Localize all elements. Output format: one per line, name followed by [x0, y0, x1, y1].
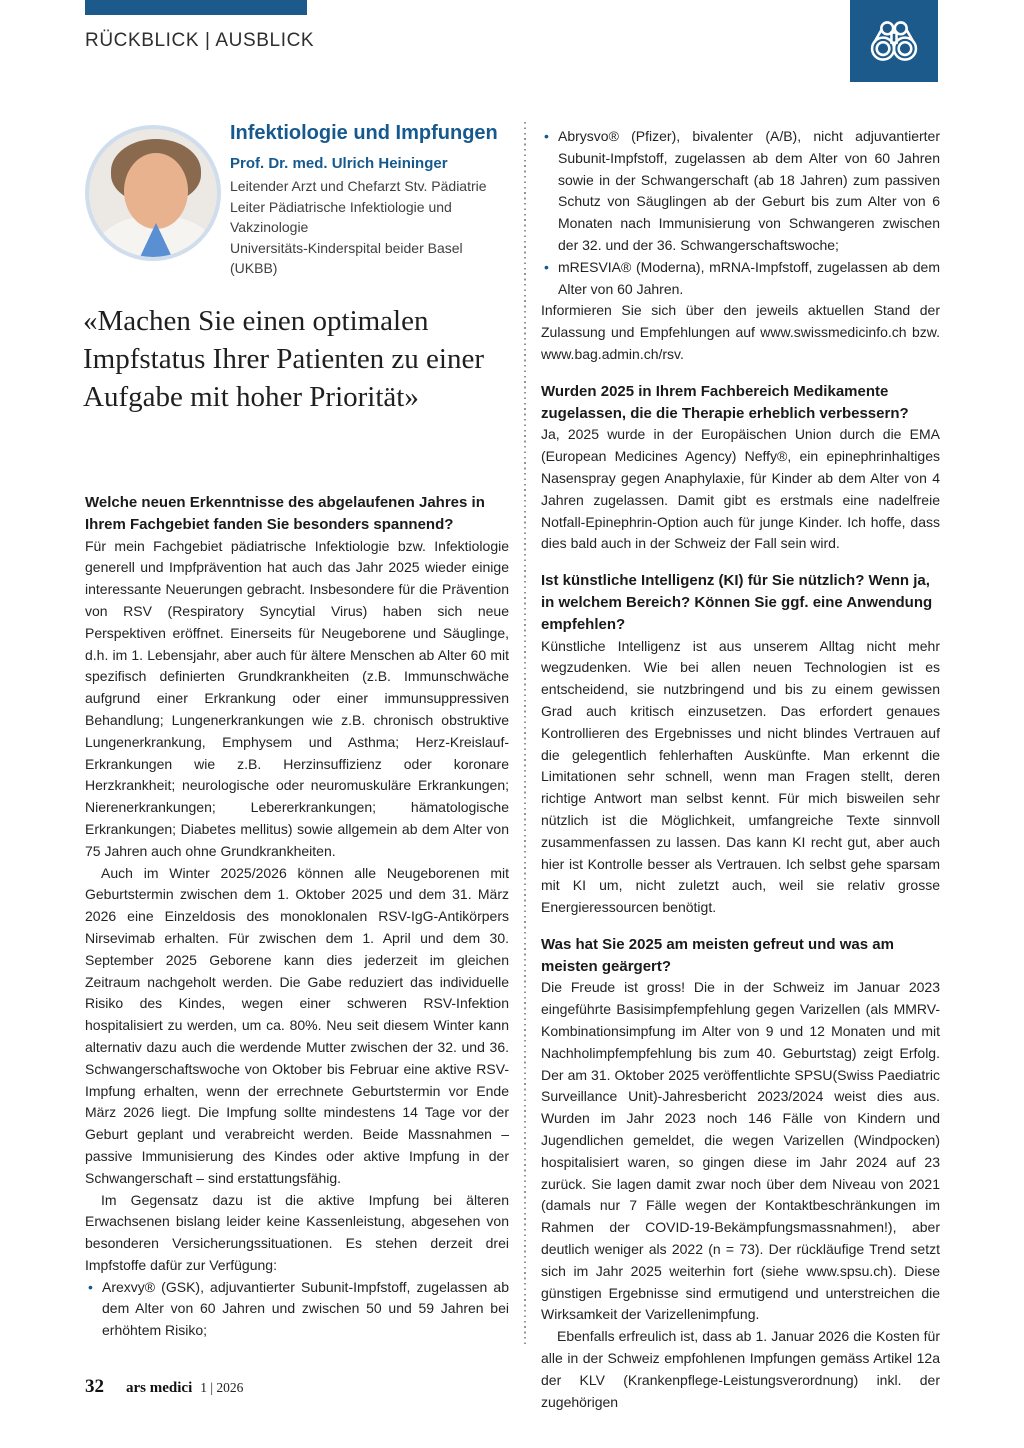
interview-question-1: Welche neuen Erkenntnisse des abgelaufenen Jahres in Ihrem Fachgebiet fanden Sie besonders spannend? — [85, 494, 485, 533]
article-section-title: Infektiologie und Impfungen — [230, 122, 498, 144]
author-name: Prof. Dr. med. Ulrich Heininger — [230, 155, 448, 172]
author-role-2: Leiter Pädiatrische Infektiologie und Vakzinologie — [230, 198, 452, 235]
right-column — [541, 126, 940, 1413]
header-accent-bar — [85, 0, 307, 15]
interview-answer: Die Freude ist gross! Die in der Schweiz im Januar 2023 eingeführte Basisimpfempfehlung gegen Varizellen (als MMRV-Kombinationsimpfung im Alter von 9 und 12 Monaten und mit Nachholimpfempfehlung bis zum 40. Geburtstag) zeigt Erfolg. Der am 31. Oktober 2025 veröffentlichte SPSU(Swiss Paediatric Surveillance Unit)-Jahresbericht 2023/2024 weist dies aus. Wurden im Jahr 2023 noch 146 Fälle von Kindern und Jugendlichen gemeldet, die wegen Varizellen (Windpocken) hospitalisiert waren, so gingen diese im Jahr 2024 auf 23 zurück. Sie lagen damit zwar noch über dem Niveau von 2021 (damals nur 7 Fälle wegen der Kontaktbeschränkungen im Rahmen der COVID-19-Bekämpfungsmassnahmen!), aber deutlich weniger als 2022 (n = 73). Der rückläufige Trend setzt sich im Jahr 2025 weiterhin fort (siehe www.spsu.ch). Diese günstigen Ergebnisse sind ermutigend und unterstreichen die Wirksamkeit der Varizellenimpfung. — [541, 979, 940, 1323]
author-block — [85, 122, 509, 279]
journal-name: ars medici — [126, 1380, 193, 1396]
interview-answer: Ja, 2025 wurde in der Europäischen Union durch die EMA (European Medicines Agency) Neffy®, ein epinephrinhaltiges Nasenspray gegen Anaphylaxie, für Kinder ab dem Alter von 4 Jahren zugelassen. Damit gibt es erstmals eine nadelfreie Notfall-Epinephrin-Option auch für junge Kinder. Ich hoffe, dass dies bald auch in der Schweiz der Fall sein wird. — [541, 426, 940, 552]
binoculars-icon — [850, 0, 938, 82]
interview-answer: Auch im Winter 2025/2026 können alle Neugeborenen mit Geburtstermin zwischen dem 1. Oktober 2025 und dem 31. März 2026 eine Einzeldosis des monoklonalen RSV-IgG-Antikörpers Nirsevimab erhalten. Für zwischen dem 1. April und dem 30. September 2025 Geborene kann dies jederzeit im gleichen Zeitraum nachgeholt werden. Die Gabe reduziert das individuelle Risiko des Kindes, wegen einer schweren RSV-Infektion hospitalisiert zu werden, um ca. 80%. Neu seit diesem Winter kann alternativ dazu auch die werdende Mutter zwischen der 32. und 36. Schwangerschaftswoche von Oktober bis Februar eine aktive RSV-Impfung erhalten, wenn der errechnete Geburtstermin vor Ende März 2026 liegt. Die Impfung sollte mindestens 14 Tage vor der Geburt geplant und verabreicht werden. Beide Massnahmen – passive Immunisierung des Kindes oder aktive Impfung in der Schwangerschaft – sind erstattungsfähig. — [85, 864, 509, 1186]
vaccine-bullet-mresvia: • mRESVIA® (Moderna), mRNA-Impfstoff, zugelassen ab dem Alter von 60 Jahren. — [541, 257, 940, 301]
interview-answer: Im Gegensatz dazu ist die aktive Impfung bei älteren Erwachsenen bislang leider keine Kassenleistung, abgesehen von besonderen Versicherungssituationen. Es stehen derzeit drei Impfstoffe dafür zur Verfügung: — [85, 1191, 509, 1273]
interview-answer: Ebenfalls erfreulich ist, dass ab 1. Januar 2026 die Kosten für alle in der Schweiz empfohlenen Impfungen gemäss Artikel 12a der KLV (Krankenpflege-Leistungsverordnung) inkl. der zugehörigen — [541, 1328, 940, 1410]
issue-label: 1 | 2026 — [200, 1380, 244, 1395]
vaccine-bullet-abrysvo: • Abrysvo® (Pfizer), bivalenter (A/B), nicht adjuvantierter Subunit-Impfstoff, zugelassen ab dem Alter von 60 Jahren sowie in der Schwangerschaft (ab 18 Jahren) zum passiven Schutz von Säuglingen ab der Geburt bis zum Alter von 6 Monaten nach Immunisierung von Schwangeren zwischen der 32. und der 36. Schwangerschaftswoche; — [541, 126, 940, 257]
page-number: 32 — [85, 1376, 104, 1397]
interview-question-3: Ist künstliche Intelligenz (KI) für Sie nützlich? Wenn ja, in welchem Bereich? Können Sie ggf. eine Anwendung empfehlen? — [541, 572, 933, 633]
column-divider — [524, 122, 526, 1346]
interview-answer: Künstliche Intelligenz ist aus unserem Alltag nicht mehr wegzudenken. Wie bei allen neuen Technologien ist es entscheidend, sie nutzbringend und bis zu einem gewissen Grad auch kritisch einzusetzen. Das erfordert genaues Kontrollieren des Ergebnisses und nicht blindes Vertrauen auf die gelegentlich fehlerhaften Auskünfte. Man erkennt die Limitationen sehr schnell, wenn man Fragen stellt, deren richtige Antwort man selbst kennt. Für mich bisweilen sehr nützlich ist die Möglichkeit, umfangreiche Texte sinnvoll zusammenfassen zu lassen. Das kann KI recht gut, aber auch hier ist Kontrolle besser als Vertrauen. Ich selbst gehe sparsam mit KI um, nicht zuletzt auch, weil sie relativ grosse Energieressourcen benötigt. — [541, 637, 940, 916]
author-role-1: Leitender Arzt und Chefarzt Stv. Pädiatrie — [230, 178, 487, 194]
author-role-3: Universitäts-Kinderspital beider Basel (UKBB) — [230, 239, 463, 276]
left-column — [85, 492, 509, 1342]
author-portrait — [85, 125, 221, 261]
interview-question-4: Was hat Sie 2025 am meisten gefreut und was am meisten geärgert? — [541, 935, 894, 975]
article-headline: «Machen Sie einen optimalen Impfstatus Ihrer Patienten zu einer Aufgabe mit hoher Priorität» — [83, 305, 485, 413]
interview-question-2: Wurden 2025 in Ihrem Fachbereich Medikamente zugelassen, die die Therapie erheblich verbessern? — [541, 382, 909, 422]
page-footer — [85, 1376, 243, 1398]
vaccine-bullet-arexvy: • Arexvy® (GSK), adjuvantierter Subunit-Impfstoff, zugelassen ab dem Alter von 60 Jahren und zwischen 50 und 59 Jahren bei erhöhtem Risiko; — [85, 1277, 509, 1342]
section-kicker: RÜCKBLICK | AUSBLICK — [85, 30, 315, 51]
interview-answer: Für mein Fachgebiet pädiatrische Infektiologie bzw. Infektiologie generell und Impfprävention hat auch das Jahr 2025 wieder einige interessante Neuerungen gebracht. Insbesondere für die Prävention von RSV (Respiratory Syncytial Virus) haben sich neue Perspektiven eröffnet. Einerseits für Neugeborene und Säuglinge, d.h. im 1. Lebensjahr, aber auch für ältere Menschen ab Alter 60 mit spezifisch definierten Grundkrankheiten (z.B. Immunschwäche aufgrund einer Erkrankung oder einer immunsuppressiven Behandlung; Lungenerkrankungen wie z.B. chronisch obstruktive Lungenerkrankung, Emphysem und Asthma; Herz-Kreislauf-Erkrankungen wie z.B. Herzinsuffizienz oder koronare Herzkrankheit; neurologische oder neuromuskuläre Erkrankungen; Nierenerkrankungen; Lebererkrankungen; hämatologische Erkrankungen; Diabetes mellitus) sowie allgemein ab dem Alter von 75 Jahren auch ohne Grundkrankheiten. — [85, 537, 509, 859]
info-note: Informieren Sie sich über den jeweils aktuellen Stand der Zulassung und Empfehlungen auf www.swissmedicinfo.ch bzw. www.bag.admin.ch/rsv. — [541, 302, 940, 362]
